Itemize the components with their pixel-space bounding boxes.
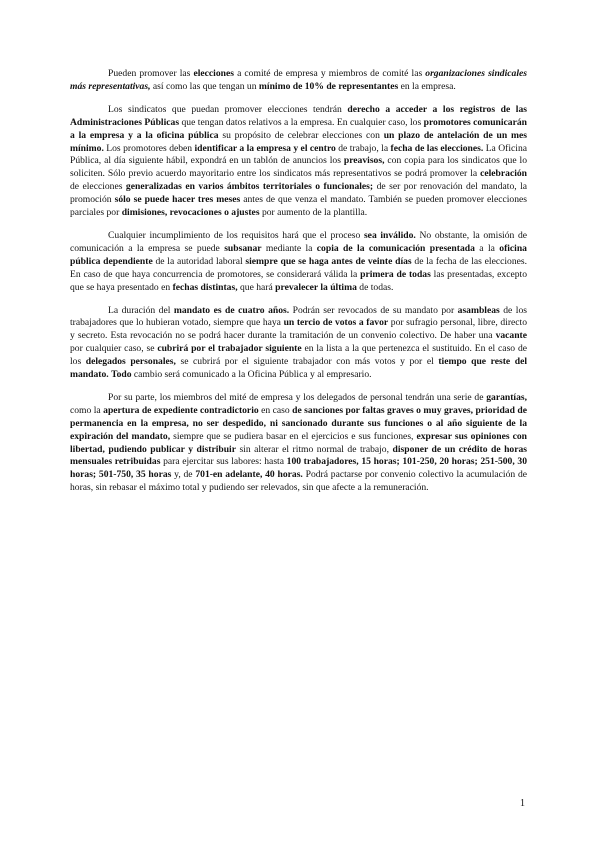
emphasized-text: promotores comunicarán a la empresa y a la oficina pública — [70, 116, 527, 141]
text-run: a comité de empresa y miembros de comité las — [233, 68, 426, 79]
emphasized-text: primera de todas — [360, 268, 431, 280]
text-run: de todas. — [356, 281, 394, 293]
emphasized-text: copia de la comunicación presentada — [316, 242, 475, 254]
paragraph — [70, 230, 527, 295]
emphasized-text: vacante — [495, 330, 527, 342]
text-run: siempre que se pudiera basar en el ejercicios e sus funciones, — [170, 430, 417, 442]
text-run: por cualquier caso, se — [70, 343, 158, 355]
emphasized-text: derecho a acceder a los registros de las Administraciones Públicas — [70, 103, 528, 128]
emphasized-text: sea inválido. — [363, 229, 416, 241]
paragraph — [70, 392, 527, 495]
emphasized-text: celebración — [480, 168, 527, 180]
emphasized-text: fecha de las elecciones. — [390, 142, 484, 154]
text-run: Podrán ser revocados de su mandato por — [289, 304, 458, 316]
emphasized-text: cubrirá por el trabajador siguiente — [157, 343, 302, 355]
text-run: con copia para los sindicatos que lo soliciten. Sólo previo acuerdo mayoritario entre los sindicatos más representativos se podrá promover la — [70, 155, 528, 180]
text-run: cambio será comunicado a la Oficina Pública y al empresario. — [131, 369, 372, 381]
text-run: así como las que tengan un — [150, 80, 259, 92]
text-run: Cualquier incumplimiento de los requisitos hará que el proceso — [108, 229, 364, 241]
emphasized-text: expresar sus opiniones con libertad, pudiendo publicar y distribuir — [70, 430, 527, 455]
text-run: como la — [70, 404, 104, 416]
text-run: que tengan datos relativos a la empresa. En cualquier caso, los — [179, 116, 424, 128]
emphasized-text: asambleas — [457, 304, 500, 316]
emphasized-text: organizaciones sindicales más representativas, — [70, 68, 527, 92]
document-body — [70, 68, 527, 505]
emphasized-text: dimisiones, revocaciones o ajustes — [121, 207, 260, 219]
text-run: las presentadas, excepto que se haya presentado en — [70, 268, 527, 293]
emphasized-text: mandato es de cuatro años. — [173, 304, 290, 316]
emphasized-text: prevalecer la última — [275, 281, 357, 293]
paragraph — [70, 104, 527, 220]
text-run: Los sindicatos que puedan promover elecciones tendrán — [108, 103, 348, 115]
paragraph — [70, 68, 527, 94]
text-run: se cubrirá por el siguiente trabajador con más votos y por el — [175, 356, 439, 368]
text-run: La Oficina Pública, al día siguiente hábil, expondrá en un tablón de anuncios los — [70, 142, 527, 167]
text-run: de ser por renovación del mandato, la promoción — [70, 181, 528, 206]
emphasized-text: 100 trabajadores, 15 horas; 101-250, 20 horas; 251-500, 30 horas; 501-750, 35 horas — [70, 456, 528, 481]
text-run: en la lista a la que pertenezca el sustituido. En el caso de los — [70, 343, 528, 368]
text-run: de la autoridad laboral — [152, 255, 246, 267]
text-run: No obstante, la omisión de comunicación a la empresa se puede — [70, 229, 527, 254]
emphasized-text: de sanciones por faltas graves o muy graves, prioridad de permanencia en la empresa, no ser despedido, ni sancionado durante sus funciones o al año siguiente de la expiración del mandato, — [70, 404, 527, 442]
emphasized-text: fechas distintas, — [172, 281, 238, 293]
emphasized-text: mínimo de 10% de representantes — [258, 80, 399, 92]
text-run: en caso — [258, 404, 293, 416]
text-run: Podrá pactarse por convenio colectivo la acumulación de horas, sin rebasar el máximo total y pudiendo ser relevados, sin que afecte a la remuneración. — [70, 469, 528, 494]
emphasized-text: identificar a la empresa y el centro — [194, 142, 336, 154]
emphasized-text: sólo se puede hacer tres meses — [114, 194, 241, 206]
text-run: Por su parte, los miembros del mité de empresa y los delegados de personal tendrán una serie de — [108, 391, 487, 403]
emphasized-text: un tercio de votos a favor — [283, 317, 389, 329]
text-run: su propósito de celebrar elecciones con — [218, 129, 384, 141]
text-run: que hará — [237, 281, 276, 293]
text-run: de trabajo, la — [335, 142, 391, 154]
emphasized-text: generalizadas en varios ámbitos territoriales o funcionales; — [125, 181, 374, 193]
emphasized-text: delegados personales, — [85, 356, 176, 368]
text-run: para ejercitar sus labores: hasta — [160, 456, 287, 468]
emphasized-text: elecciones — [193, 68, 234, 79]
emphasized-text: apertura de expediente contradictorio — [103, 404, 259, 416]
text-run: a la — [474, 242, 500, 254]
emphasized-text: un plazo de antelación de un mes mínimo. — [70, 129, 527, 154]
emphasized-text: 701-en adelante, 40 horas. — [195, 469, 303, 481]
text-run: de elecciones — [70, 181, 126, 193]
text-run: sin alterar el ritmo normal de trabajo, — [235, 443, 393, 455]
emphasized-text: disponer de un crédito de horas mensuales retribuidas — [70, 443, 528, 468]
text-run: por sufragio personal, libre, directo y secreto. Esta revocación no se podrá hacer durante la tramitación de un convenio colectivo. De haber una — [70, 317, 527, 342]
page-number: 1 — [520, 798, 525, 809]
emphasized-text: subsanar — [224, 242, 262, 254]
text-run: en la empresa. — [398, 80, 456, 92]
emphasized-text: preavisos, — [343, 155, 385, 167]
emphasized-text: Todo — [111, 369, 132, 381]
emphasized-text: siempre que se haga antes de veinte días — [245, 255, 412, 267]
text-run: Los promotores deben — [103, 142, 195, 154]
text-run: La duración del — [108, 304, 174, 316]
emphasized-text: garantías, — [486, 391, 527, 403]
text-run: por aumento de la plantilla. — [259, 207, 368, 219]
text-run: antes de que venza el mandato. También se pueden promover elecciones parciales por — [70, 194, 527, 219]
text-run: Pueden promover las — [108, 68, 194, 79]
text-run: y, de — [171, 469, 196, 481]
text-run: de los trabajadores que lo hubieran votado, siempre que haya — [70, 304, 527, 329]
text-run: mediante la — [261, 242, 317, 254]
emphasized-text: tiempo que reste del mandato. — [70, 356, 527, 381]
text-run: de la fecha de las elecciones. En caso de que haya concurrencia de promotores, se considerará válida la — [70, 255, 528, 280]
emphasized-text: oficina pública dependiente — [70, 242, 527, 267]
paragraph — [70, 305, 527, 382]
